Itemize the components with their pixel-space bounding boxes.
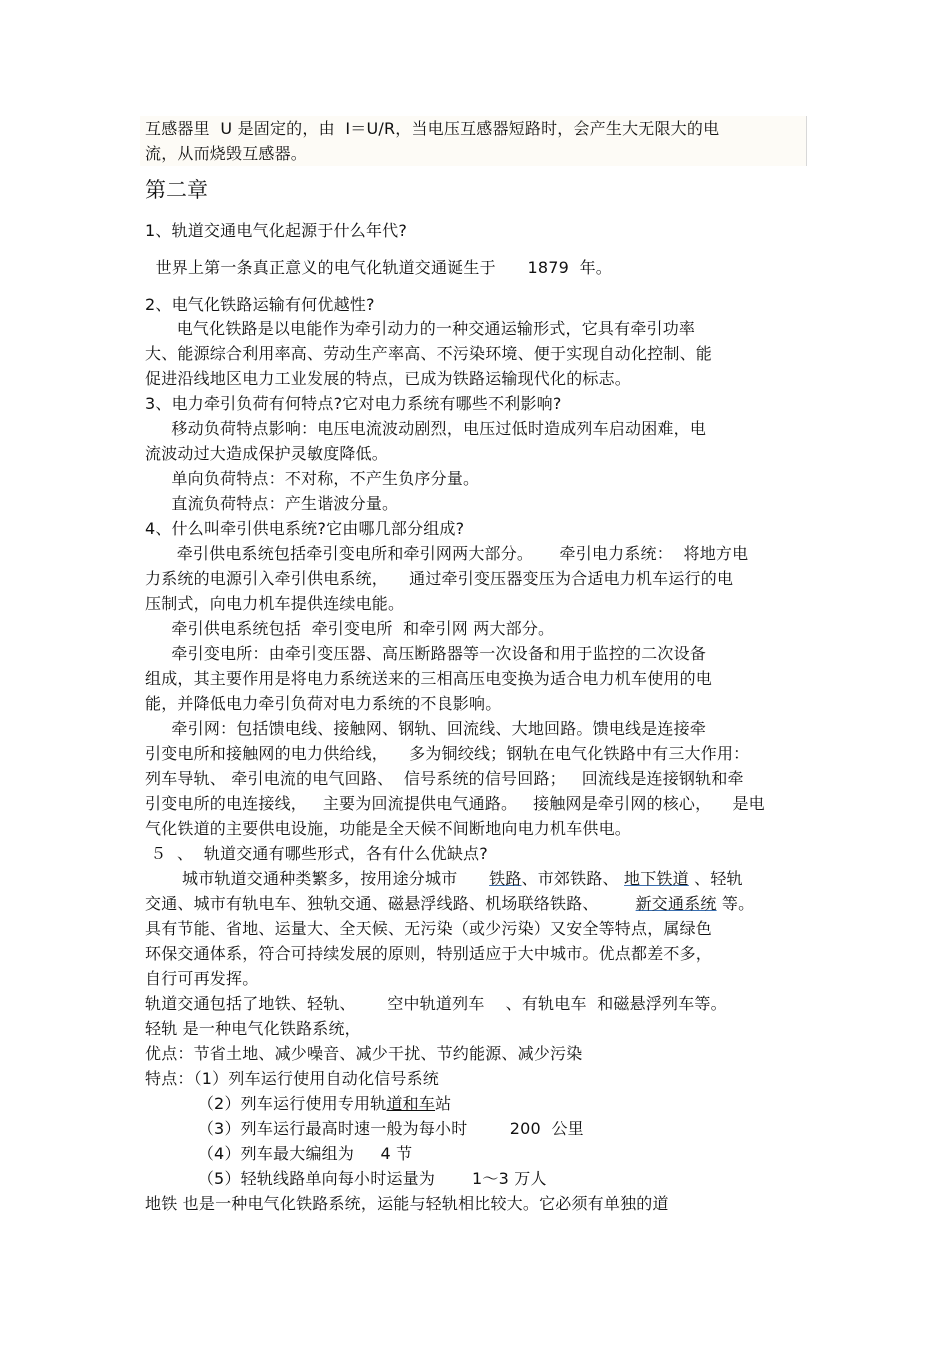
feature-2	[145, 1093, 451, 1115]
feature-1: 特点：（1）列车运行使用自动化信号系统	[145, 1069, 439, 1088]
answer-4-line: 力系统的电源引入牵引供电系统， 通过牵引变压器变压为合适电力机车运行的电	[145, 569, 734, 588]
text-run: 、市郊铁路、	[521, 869, 625, 888]
text-run: 站	[435, 1094, 452, 1113]
text-run: 、轻轨	[688, 869, 743, 888]
answer-5-line: 具有节能、省地、运量大、全天候、无污染（或少污染）又安全等特点，属绿色	[145, 919, 713, 938]
chapter-title: 第二章	[145, 178, 208, 202]
answer-3-line: 直流负荷特点：产生谐波分量。	[145, 494, 399, 513]
intro-line-1: 互感器里 U 是固定的，由 I＝U/R，当电压互感器短路时，会产生大无限大的电	[145, 119, 720, 138]
answer-3-line: 流波动过大造成保护灵敏度降低。	[145, 444, 389, 463]
subway-link[interactable]: 地下铁道	[624, 869, 689, 888]
feature-5: （5）轻轨线路单向每小时运量为 1～3 万人	[145, 1169, 547, 1188]
answer-4-line: 气化铁道的主要供电设施，功能是全天候不间断地向电力机车供电。	[145, 819, 632, 838]
answer-3-line: 单向负荷特点：不对称，不产生负序分量。	[145, 469, 480, 488]
answer-4-line: 牵引供电系统包括牵引变电所和牵引网两大部分。 牵引电力系统： 将地方电	[145, 544, 749, 563]
question-1: 1、轨道交通电气化起源于什么年代?	[145, 221, 408, 240]
answer-5-line: 优点：节省土地、减少噪音、减少干扰、节约能源、减少污染	[145, 1044, 583, 1063]
text-run: 等。	[716, 894, 755, 913]
answer-5-line: 轨道交通包括了地铁、轻轨、 空中轨道列车 、有轨电车 和磁悬浮列车等。	[145, 994, 727, 1013]
feature-4: （4）列车最大编组为 4 节	[145, 1144, 413, 1163]
answer-4-line: 牵引网：包括馈电线、接触网、钢轨、回流线、大地回路。馈电线是连接牵	[145, 719, 707, 738]
answer-4-line: 能，并降低电力牵引负荷对电力系统的不良影响。	[145, 694, 502, 713]
answer-4-line: 组成，其主要作用是将电力系统送来的三相高压电变换为适合电力机车使用的电	[145, 669, 713, 688]
answer-4-line: 压制式，向电力机车提供连续电能。	[145, 594, 405, 613]
answer-2-line: 电气化铁路是以电能作为牵引动力的一种交通运输形式，它具有牵引功率	[145, 319, 696, 338]
question-4: 4、什么叫牵引供电系统?它由哪几部分组成?	[145, 519, 465, 538]
railway-link[interactable]: 铁路	[489, 869, 522, 888]
answer-4-line: 引变电所的电连接线， 主要为回流提供电气通路。 接触网是牵引网的核心， 是电	[145, 794, 765, 813]
answer-3-line: 移动负荷特点影响：电压电流波动剧烈，电压过低时造成列车启动困难，电	[145, 419, 707, 438]
answer-1: 世界上第一条真正意义的电气化轨道交通诞生于 1879 年。	[145, 258, 612, 277]
feature-3: （3）列车运行最高时速一般为每小时 200 公里	[145, 1119, 584, 1138]
text-run: 交通、城市有轨电车、独轨交通、磁悬浮线路、机场联络铁路、	[145, 894, 636, 913]
new-transit-link[interactable]: 新交通系统	[635, 894, 717, 913]
question-3: 3、电力牵引负荷有何特点?它对电力系统有哪些不利影响?	[145, 394, 562, 413]
intro-line-2: 流，从而烧毁互感器。	[145, 144, 308, 163]
question-5: ５ 、 轨道交通有哪些形式，各有什么优缺点?	[145, 844, 488, 863]
answer-5-line: 环保交通体系，符合可持续发展的原则，特别适应于大中城市。优点都差不多，	[145, 944, 713, 963]
answer-2-line: 大、能源综合利用率高、劳动生产率高、不污染环境、便于实现自动化控制、能	[145, 344, 713, 363]
answer-4-line: 牵引供电系统包括 牵引变电所 和牵引网 两大部分。	[145, 619, 555, 638]
answer-5-line-1	[145, 868, 743, 890]
answer-2-line: 促进沿线地区电力工业发展的特点，已成为铁路运输现代化的标志。	[145, 369, 632, 388]
text-run: 城市轨道交通种类繁多，按用途分城市	[145, 869, 490, 888]
answer-5-last-line: 地铁 也是一种电气化铁路系统，运能与轻轨相比较大。它必须有单独的道	[145, 1194, 669, 1213]
answer-4-line: 引变电所和接触网的电力供给线， 多为铜绞线；钢轨在电气化铁路中有三大作用：	[145, 744, 750, 763]
answer-5-line: 轻轨 是一种电气化铁路系统，	[145, 1019, 361, 1038]
text-run: （2）列车运行使用专用轨	[145, 1094, 387, 1113]
question-2: 2、电气化铁路运输有何优越性?	[145, 295, 375, 314]
underlined-text: 道和车	[386, 1094, 436, 1113]
answer-5-line-2	[145, 893, 754, 915]
answer-5-line: 自行可再发挥。	[145, 969, 259, 988]
answer-4-line: 牵引变电所：由牵引变压器、高压断路器等一次设备和用于监控的二次设备	[145, 644, 707, 663]
answer-4-line: 列车导轨、 牵引电流的电气回路、 信号系统的信号回路； 回流线是连接钢轨和牵	[145, 769, 744, 788]
